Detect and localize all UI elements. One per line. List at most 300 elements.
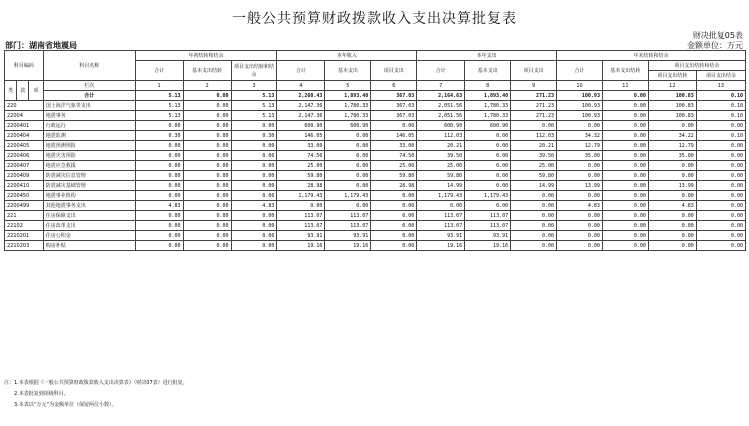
column-number: 7 — [417, 81, 465, 91]
amount-cell: 2,147.36 — [277, 111, 325, 121]
amount-cell: 0.00 — [696, 191, 745, 201]
subject-name: 地震灾害预防 — [43, 151, 135, 161]
amount-cell: 0.10 — [696, 101, 745, 111]
amount-cell: 0.00 — [325, 201, 371, 211]
column-number: 13 — [696, 81, 745, 91]
column-number: 3 — [231, 81, 277, 91]
amount-cell: 13.99 — [648, 181, 696, 191]
amount-cell: 1,780.33 — [465, 101, 511, 111]
amount-cell: 0.00 — [183, 161, 231, 171]
amount-cell: 0.00 — [465, 181, 511, 191]
amount-cell: 0.00 — [696, 171, 745, 181]
amount-cell: 5.13 — [231, 111, 277, 121]
table-row — [5, 201, 746, 211]
amount-cell: 35.00 — [557, 151, 603, 161]
amount-cell: 59.80 — [371, 171, 417, 181]
amount-cell: 1,780.33 — [325, 101, 371, 111]
amount-cell: 146.05 — [371, 131, 417, 141]
amount-cell: 0.00 — [696, 121, 745, 131]
column-number: 6 — [371, 81, 417, 91]
column-number: 4 — [277, 81, 325, 91]
amount-cell: 100.83 — [648, 111, 696, 121]
amount-cell: 0.30 — [231, 131, 277, 141]
amount-cell: 0.00 — [557, 161, 603, 171]
amount-cell: 600.90 — [277, 121, 325, 131]
amount-cell: 0.00 — [325, 131, 371, 141]
amount-cell: 112.03 — [417, 131, 465, 141]
amount-cell: 0.00 — [231, 191, 277, 201]
subject-name: 防震减灾信息管理 — [43, 171, 135, 181]
amount-cell: 0.00 — [696, 241, 745, 251]
amount-cell: 100.93 — [557, 101, 603, 111]
amount-cell: 0.00 — [135, 211, 183, 221]
header-project-carry-over: 项目支出结转 — [648, 71, 696, 81]
amount-cell: 0.00 — [135, 171, 183, 181]
column-number: 12 — [648, 81, 696, 91]
amount-cell: 0.00 — [696, 141, 745, 151]
table-row — [5, 161, 746, 171]
table-row — [5, 101, 746, 111]
table-row — [5, 131, 746, 141]
header-lei: 类 — [5, 81, 17, 101]
amount-cell: 2,051.56 — [417, 101, 465, 111]
amount-cell: 0.00 — [183, 191, 231, 201]
total-value: 1,893.40 — [325, 91, 371, 101]
amount-cell: 0.00 — [325, 181, 371, 191]
amount-cell: 1,179.43 — [277, 191, 325, 201]
amount-cell: 20.21 — [417, 141, 465, 151]
amount-cell: 93.91 — [277, 231, 325, 241]
amount-cell: 0.00 — [602, 151, 648, 161]
note-2: 2.本表批复到项级科目。 — [14, 391, 69, 397]
amount-cell: 0.00 — [602, 121, 648, 131]
amount-cell: 0.00 — [183, 101, 231, 111]
amount-cell: 0.00 — [602, 111, 648, 121]
amount-cell: 0.00 — [231, 221, 277, 231]
header-basic-carry: 基本支出结转 — [183, 61, 231, 81]
amount-cell: 0.00 — [465, 141, 511, 151]
table-row — [5, 231, 746, 241]
amount-cell: 25.00 — [371, 161, 417, 171]
header-total: 合计 — [277, 61, 325, 81]
header-code: 科目编码 — [5, 51, 44, 81]
subject-name: 地震预测预报 — [43, 141, 135, 151]
subject-code: 22102 — [5, 221, 44, 231]
amount-cell: 0.00 — [231, 161, 277, 171]
amount-cell: 0.00 — [231, 241, 277, 251]
header-name: 科目名称 — [43, 51, 135, 81]
column-number-row — [5, 81, 746, 91]
subject-name: 购房补贴 — [43, 241, 135, 251]
subject-code: 2200401 — [5, 121, 44, 131]
amount-cell: 0.00 — [135, 121, 183, 131]
amount-cell: 35.00 — [648, 151, 696, 161]
amount-cell: 5.13 — [135, 101, 183, 111]
table-row — [5, 181, 746, 191]
amount-cell: 1,179.43 — [325, 191, 371, 201]
subject-name: 国土海洋气象等支出 — [43, 101, 135, 111]
amount-cell: 0.00 — [602, 101, 648, 111]
amount-cell: 0.00 — [602, 221, 648, 231]
amount-cell: 74.50 — [371, 151, 417, 161]
amount-cell: 0.00 — [183, 171, 231, 181]
amount-cell: 28.98 — [371, 181, 417, 191]
amount-cell: 0.00 — [231, 181, 277, 191]
amount-cell: 25.00 — [277, 161, 325, 171]
amount-cell: 0.00 — [511, 191, 557, 201]
header-group-closing: 年末结转和结余 — [557, 51, 746, 61]
subject-code: 2210201 — [5, 231, 44, 241]
notes — [4, 378, 188, 411]
amount-cell: 113.07 — [277, 221, 325, 231]
column-number: 1 — [135, 81, 183, 91]
amount-cell: 0.00 — [696, 211, 745, 221]
amount-cell: 113.07 — [417, 221, 465, 231]
header-group-opening: 年初结转和结余 — [135, 51, 277, 61]
amount-cell: 0.00 — [696, 161, 745, 171]
subject-name: 行政运行 — [43, 121, 135, 131]
amount-cell: 0.00 — [183, 121, 231, 131]
amount-cell: 0.00 — [465, 151, 511, 161]
budget-table — [4, 50, 746, 251]
amount-cell: 0.00 — [231, 151, 277, 161]
subject-code: 220 — [5, 101, 44, 111]
amount-cell: 0.00 — [648, 211, 696, 221]
subject-code: 2200450 — [5, 191, 44, 201]
amount-cell: 113.07 — [325, 211, 371, 221]
subject-name: 地震应急救援 — [43, 161, 135, 171]
amount-cell: 93.91 — [325, 231, 371, 241]
amount-cell: 0.00 — [648, 231, 696, 241]
amount-cell: 0.00 — [557, 121, 603, 131]
amount-cell: 14.99 — [417, 181, 465, 191]
amount-cell: 0.00 — [511, 221, 557, 231]
amount-cell: 0.00 — [696, 201, 745, 211]
amount-cell: 0.00 — [183, 111, 231, 121]
total-value: 5.13 — [231, 91, 277, 101]
total-value: 0.10 — [696, 91, 745, 101]
column-number: 11 — [602, 81, 648, 91]
total-value: 100.93 — [557, 91, 603, 101]
amount-cell: 600.90 — [325, 121, 371, 131]
header-project-balance: 项目支出结余 — [696, 71, 745, 81]
subject-name: 地震监测 — [43, 131, 135, 141]
amount-cell: 0.00 — [183, 211, 231, 221]
amount-cell: 0.00 — [325, 161, 371, 171]
total-value: 0.00 — [183, 91, 231, 101]
amount-cell: 0.00 — [648, 161, 696, 171]
amount-cell: 93.91 — [465, 231, 511, 241]
amount-cell: 0.00 — [371, 211, 417, 221]
total-value: 2,164.63 — [417, 91, 465, 101]
amount-cell: 0.00 — [557, 221, 603, 231]
amount-cell: 0.00 — [648, 221, 696, 231]
table-row — [5, 211, 746, 221]
amount-cell: 33.00 — [277, 141, 325, 151]
header-xiang: 项 — [29, 81, 43, 101]
amount-cell: 20.21 — [511, 141, 557, 151]
amount-cell: 5.13 — [231, 101, 277, 111]
amount-cell: 39.50 — [417, 151, 465, 161]
subject-code: 2200407 — [5, 161, 44, 171]
column-number: 5 — [325, 81, 371, 91]
total-value: 5.13 — [135, 91, 183, 101]
subject-name: 住房公积金 — [43, 231, 135, 241]
header-row-1 — [5, 51, 746, 61]
amount-cell: 0.00 — [557, 191, 603, 201]
amount-cell: 0.00 — [183, 131, 231, 141]
amount-cell: 0.00 — [696, 221, 745, 231]
subject-name: 住房改革支出 — [43, 221, 135, 231]
amount-cell: 112.03 — [511, 131, 557, 141]
subject-name: 地震事业机构 — [43, 191, 135, 201]
amount-cell: 14.99 — [511, 181, 557, 191]
header-group-expense: 本年支出 — [417, 51, 557, 61]
amount-cell: 0.00 — [135, 221, 183, 231]
subject-name: 住房保障支出 — [43, 211, 135, 221]
amount-cell: 0.00 — [417, 201, 465, 211]
amount-cell: 0.00 — [231, 211, 277, 221]
amount-cell: 2,147.36 — [277, 101, 325, 111]
amount-cell: 0.00 — [696, 231, 745, 241]
total-value: 367.03 — [371, 91, 417, 101]
amount-cell: 19.16 — [277, 241, 325, 251]
total-value: 0.00 — [602, 91, 648, 101]
amount-cell: 0.00 — [602, 241, 648, 251]
table-row — [5, 121, 746, 131]
amount-cell: 0.00 — [325, 171, 371, 181]
amount-cell: 113.07 — [465, 211, 511, 221]
amount-cell: 0.00 — [183, 231, 231, 241]
table-row — [5, 111, 746, 121]
amount-cell: 271.23 — [511, 111, 557, 121]
subject-code: 2200499 — [5, 201, 44, 211]
table-row — [5, 151, 746, 161]
amount-cell: 2,051.56 — [417, 111, 465, 121]
subject-name: 地震事务 — [43, 111, 135, 121]
amount-cell: 5.13 — [135, 111, 183, 121]
subject-code: 2200404 — [5, 131, 44, 141]
subject-code: 2200406 — [5, 151, 44, 161]
amount-cell: 0.00 — [648, 241, 696, 251]
amount-cell: 113.07 — [325, 221, 371, 231]
column-label: 栏次 — [43, 81, 135, 91]
note-3: 3.本表以“万元”为金额单位（保留两位小数）。 — [14, 402, 117, 408]
header-basic-expense: 基本支出 — [325, 61, 371, 81]
amount-cell: 0.00 — [648, 191, 696, 201]
column-number: 8 — [465, 81, 511, 91]
header-total: 合计 — [417, 61, 465, 81]
amount-cell: 0.00 — [371, 121, 417, 131]
total-value: 1,893.40 — [465, 91, 511, 101]
amount-cell: 100.83 — [648, 101, 696, 111]
amount-cell: 4.83 — [231, 201, 277, 211]
amount-cell: 0.00 — [183, 221, 231, 231]
amount-cell: 25.00 — [417, 161, 465, 171]
amount-cell: 0.00 — [183, 201, 231, 211]
amount-cell: 12.79 — [557, 141, 603, 151]
amount-cell: 0.00 — [602, 181, 648, 191]
amount-cell: 0.00 — [511, 121, 557, 131]
header-total: 合计 — [557, 61, 603, 81]
total-value: 271.23 — [511, 91, 557, 101]
amount-cell: 59.80 — [417, 171, 465, 181]
amount-cell: 59.80 — [277, 171, 325, 181]
amount-cell: 4.83 — [557, 201, 603, 211]
amount-cell: 19.16 — [325, 241, 371, 251]
amount-cell: 113.07 — [465, 221, 511, 231]
amount-cell: 33.00 — [371, 141, 417, 151]
subject-code: 2210203 — [5, 241, 44, 251]
amount-cell: 271.23 — [511, 101, 557, 111]
column-number: 9 — [511, 81, 557, 91]
amount-cell: 0.00 — [371, 201, 417, 211]
amount-cell: 0.00 — [511, 241, 557, 251]
amount-cell: 0.00 — [602, 191, 648, 201]
amount-cell: 0.00 — [135, 181, 183, 191]
table-row — [5, 171, 746, 181]
table-row — [5, 141, 746, 151]
amount-cell: 28.98 — [277, 181, 325, 191]
header-kuan: 款 — [17, 81, 29, 101]
amount-cell: 0.00 — [602, 211, 648, 221]
amount-cell: 0.00 — [696, 151, 745, 161]
amount-cell: 4.83 — [648, 201, 696, 211]
page-title: 一般公共预算财政拨款收入支出决算批复表 — [232, 11, 517, 27]
column-number: 10 — [557, 81, 603, 91]
header-closing-project-group: 项目支出结转和结余 — [648, 61, 745, 71]
amount-cell: 1,780.33 — [325, 111, 371, 121]
amount-cell: 0.00 — [465, 171, 511, 181]
amount-cell: 0.00 — [231, 231, 277, 241]
amount-cell: 0.00 — [325, 141, 371, 151]
amount-cell: 59.80 — [511, 171, 557, 181]
amount-cell: 0.00 — [696, 181, 745, 191]
amount-cell: 0.00 — [465, 201, 511, 211]
header-group-income: 本年收入 — [277, 51, 417, 61]
amount-cell: 0.00 — [602, 171, 648, 181]
amount-cell: 0.00 — [511, 231, 557, 241]
amount-cell: 0.00 — [557, 231, 603, 241]
amount-cell: 0.00 — [371, 231, 417, 241]
amount-cell: 0.00 — [602, 231, 648, 241]
amount-cell: 0.00 — [135, 241, 183, 251]
note-1: 注：1.本表根据《一般公共预算财政拨款收入支出决算表》（财决07表）进行批复。 — [4, 380, 188, 386]
department-label: 部门：湖南省地震局 — [5, 41, 77, 50]
amount-cell: 0.00 — [183, 241, 231, 251]
amount-cell: 113.07 — [417, 211, 465, 221]
amount-cell: 0.00 — [183, 181, 231, 191]
amount-cell: 0.00 — [231, 141, 277, 151]
amount-cell: 0.00 — [648, 171, 696, 181]
table-row — [5, 191, 746, 201]
amount-cell: 367.03 — [371, 111, 417, 121]
amount-cell: 93.91 — [417, 231, 465, 241]
amount-cell: 34.22 — [648, 131, 696, 141]
amount-cell: 74.50 — [277, 151, 325, 161]
amount-cell: 0.10 — [696, 111, 745, 121]
amount-cell: 39.50 — [511, 151, 557, 161]
amount-cell: 0.00 — [511, 201, 557, 211]
column-number: 2 — [183, 81, 231, 91]
amount-cell: 0.00 — [135, 151, 183, 161]
amount-cell: 0.00 — [135, 141, 183, 151]
amount-cell: 12.79 — [648, 141, 696, 151]
amount-cell: 113.07 — [277, 211, 325, 221]
amount-cell: 0.00 — [648, 121, 696, 131]
amount-cell: 0.10 — [696, 131, 745, 141]
header-basic-carry: 基本支出结转 — [602, 61, 648, 81]
amount-cell: 0.00 — [371, 191, 417, 201]
amount-cell: 600.90 — [465, 121, 511, 131]
amount-cell: 0.00 — [371, 221, 417, 231]
amount-cell: 1,780.33 — [465, 111, 511, 121]
total-row — [5, 91, 746, 101]
amount-cell: 0.00 — [183, 151, 231, 161]
amount-cell: 0.00 — [135, 231, 183, 241]
total-value: 100.83 — [648, 91, 696, 101]
amount-cell: 1,179.43 — [417, 191, 465, 201]
amount-cell: 0.00 — [231, 121, 277, 131]
amount-cell: 0.00 — [602, 201, 648, 211]
amount-cell: 0.00 — [135, 161, 183, 171]
subject-code: 2200410 — [5, 181, 44, 191]
amount-cell: 0.00 — [602, 161, 648, 171]
total-value: 2,260.43 — [277, 91, 325, 101]
header-project-expense: 项目支出 — [511, 61, 557, 81]
amount-cell: 0.00 — [135, 191, 183, 201]
subject-code: 22004 — [5, 111, 44, 121]
form-code: 财决批复05表 — [692, 31, 743, 40]
header-basic-expense: 基本支出 — [465, 61, 511, 81]
amount-cell: 100.93 — [557, 111, 603, 121]
amount-cell: 4.83 — [135, 201, 183, 211]
amount-cell: 0.00 — [602, 141, 648, 151]
subject-code: 2200405 — [5, 141, 44, 151]
amount-cell: 0.00 — [602, 131, 648, 141]
amount-cell: 19.16 — [465, 241, 511, 251]
unit-label: 金额单位：万元 — [687, 41, 743, 50]
amount-cell: 0.00 — [511, 211, 557, 221]
amount-cell: 25.00 — [511, 161, 557, 171]
amount-cell: 0.00 — [465, 131, 511, 141]
amount-cell: 600.90 — [417, 121, 465, 131]
amount-cell: 367.03 — [371, 101, 417, 111]
amount-cell: 13.99 — [557, 181, 603, 191]
amount-cell: 0.30 — [135, 131, 183, 141]
amount-cell: 0.00 — [557, 211, 603, 221]
header-project-expense: 项目支出 — [371, 61, 417, 81]
amount-cell: 0.00 — [231, 171, 277, 181]
amount-cell: 34.32 — [557, 131, 603, 141]
amount-cell: 0.00 — [557, 171, 603, 181]
table-row — [5, 241, 746, 251]
table-row — [5, 221, 746, 231]
amount-cell: 0.00 — [325, 151, 371, 161]
amount-cell: 19.16 — [417, 241, 465, 251]
amount-cell: 1,179.43 — [465, 191, 511, 201]
amount-cell: 0.00 — [277, 201, 325, 211]
subject-code: 221 — [5, 211, 44, 221]
subject-name: 其他地震事务支出 — [43, 201, 135, 211]
header-total: 合计 — [135, 61, 183, 81]
subject-name: 防震减灾基础管理 — [43, 181, 135, 191]
total-label: 合计 — [43, 91, 135, 101]
amount-cell: 0.00 — [371, 241, 417, 251]
amount-cell: 0.00 — [465, 161, 511, 171]
header-project-carry: 项目支出结转和结余 — [231, 61, 277, 81]
subject-code: 2200409 — [5, 171, 44, 181]
